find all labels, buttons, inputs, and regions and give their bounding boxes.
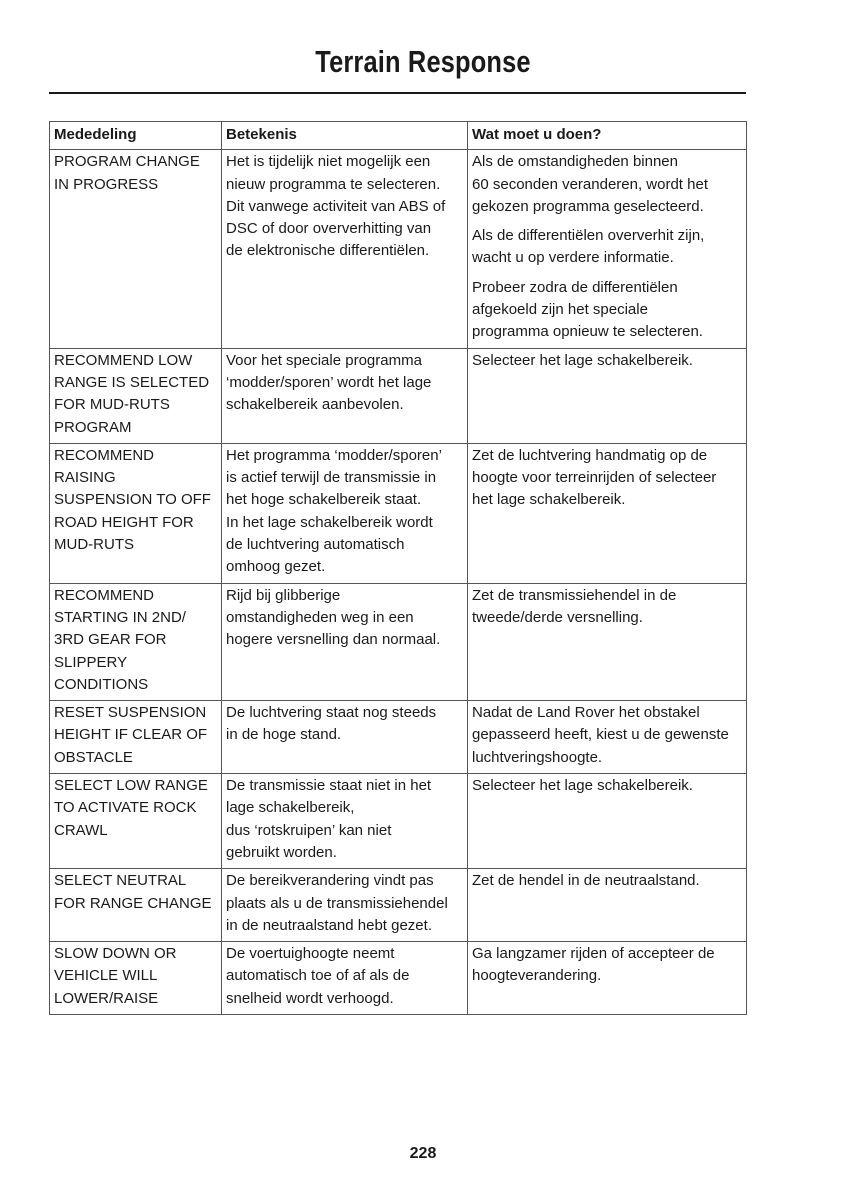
message-cell bbox=[50, 942, 222, 1015]
message-cell bbox=[50, 443, 222, 583]
action-paragraph: Zet de luchtvering handmatig op de hoogte voor terreinrijden of selecteer het lage schakelbereik. bbox=[472, 446, 717, 509]
meaning-cell bbox=[222, 869, 468, 942]
message-cell bbox=[50, 348, 222, 443]
table-row bbox=[50, 583, 747, 700]
meaning-cell bbox=[222, 701, 468, 774]
message-cell bbox=[50, 774, 222, 869]
meaning-text: Rijd bij glibberige omstandigheden weg in een hogere versnelling dan normaal. bbox=[226, 586, 441, 649]
meaning-cell bbox=[222, 348, 468, 443]
message-cell bbox=[50, 150, 222, 348]
message-cell bbox=[50, 869, 222, 942]
table-row bbox=[50, 443, 747, 583]
action-cell bbox=[468, 443, 747, 583]
action-cell bbox=[468, 701, 747, 774]
table-row bbox=[50, 348, 747, 443]
message-cell bbox=[50, 701, 222, 774]
message-text: PROGRAM CHANGE IN PROGRESS bbox=[54, 153, 200, 193]
message-text: SLOW DOWN OR VEHICLE WILL LOWER/RAISE bbox=[54, 945, 177, 1007]
table-row bbox=[50, 774, 747, 869]
meaning-text: Het programma ‘modder/sporen’ is actief terwijl de transmissie in het hoge schakelbereik staat. In het lage schakelbereik wordt de luchtvering automatisch omhoog gezet. bbox=[226, 446, 442, 576]
message-text: RECOMMEND RAISING SUSPENSION TO OFF ROAD HEIGHT FOR MUD-RUTS bbox=[54, 446, 211, 554]
message-text: SELECT LOW RANGE TO ACTIVATE ROCK CRAWL bbox=[54, 777, 208, 839]
table-row bbox=[50, 942, 747, 1015]
message-text: RESET SUSPENSION HEIGHT IF CLEAR OF OBSTACLE bbox=[54, 704, 208, 766]
action-cell bbox=[468, 150, 747, 348]
table-row bbox=[50, 869, 747, 942]
action-paragraph: Als de omstandigheden binnen 60 seconden veranderen, wordt het gekozen programma geselecteerd. bbox=[472, 153, 708, 215]
action-paragraph: Als de differentiëlen oververhit zijn, wacht u op verdere informatie. bbox=[472, 227, 705, 267]
page-number: 228 bbox=[409, 1145, 437, 1162]
meaning-text: De voertuighoogte neemt automatisch toe of af als de snelheid wordt verhoogd. bbox=[226, 945, 410, 1007]
action-cell bbox=[468, 583, 747, 700]
table-row bbox=[50, 150, 747, 348]
title-divider bbox=[49, 92, 746, 94]
column-header-meaning: Betekenis bbox=[222, 122, 468, 150]
meaning-text: De transmissie staat niet in het lage schakelbereik, dus ‘rotskruipen’ kan niet gebruikt worden. bbox=[226, 777, 432, 861]
meaning-cell bbox=[222, 583, 468, 700]
meaning-text: De bereikverandering vindt pas plaats als u de transmissiehendel in de neutraalstand hebt gezet. bbox=[226, 872, 448, 934]
action-paragraph: Ga langzamer rijden of accepteer de hoogteverandering. bbox=[472, 945, 715, 985]
table-header-row bbox=[50, 122, 747, 150]
action-paragraph: Selecteer het lage schakelbereik. bbox=[472, 351, 693, 369]
action-paragraph: Zet de transmissiehendel in de tweede/derde versnelling. bbox=[472, 586, 677, 626]
message-text: SELECT NEUTRAL FOR RANGE CHANGE bbox=[54, 872, 212, 912]
message-table bbox=[49, 121, 747, 1015]
page-title: Terrain Response bbox=[315, 44, 531, 79]
table-row bbox=[50, 701, 747, 774]
meaning-cell bbox=[222, 150, 468, 348]
message-cell bbox=[50, 583, 222, 700]
meaning-cell bbox=[222, 774, 468, 869]
action-paragraph: Selecteer het lage schakelbereik. bbox=[472, 777, 693, 795]
column-header-action: Wat moet u doen? bbox=[468, 122, 747, 150]
meaning-cell bbox=[222, 942, 468, 1015]
action-cell bbox=[468, 942, 747, 1015]
meaning-text: Voor het speciale programma ‘modder/sporen’ wordt het lage schakelbereik aanbevolen. bbox=[226, 351, 432, 414]
meaning-text: De luchtvering staat nog steeds in de hoge stand. bbox=[226, 704, 437, 744]
column-header-message: Mededeling bbox=[50, 122, 222, 150]
action-paragraph: Probeer zodra de differentiëlen afgekoeld zijn het speciale programma opnieuw te selecteren. bbox=[472, 278, 703, 341]
message-text: RECOMMEND LOW RANGE IS SELECTED FOR MUD-RUTS PROGRAM bbox=[54, 351, 210, 436]
action-cell bbox=[468, 774, 747, 869]
action-paragraph: Zet de hendel in de neutraalstand. bbox=[472, 872, 700, 890]
meaning-text: Het is tijdelijk niet mogelijk een nieuw programma te selecteren. Dit vanwege activiteit van ABS of DSC of door oververhitting van de elektronische differentiëlen. bbox=[226, 153, 446, 260]
action-cell bbox=[468, 869, 747, 942]
meaning-cell bbox=[222, 443, 468, 583]
message-text: RECOMMEND STARTING IN 2ND/ 3RD GEAR FOR SLIPPERY CONDITIONS bbox=[54, 586, 186, 693]
action-paragraph: Nadat de Land Rover het obstakel gepasseerd heeft, kiest u de gewenste luchtveringshoogte. bbox=[472, 704, 729, 766]
action-cell bbox=[468, 348, 747, 443]
